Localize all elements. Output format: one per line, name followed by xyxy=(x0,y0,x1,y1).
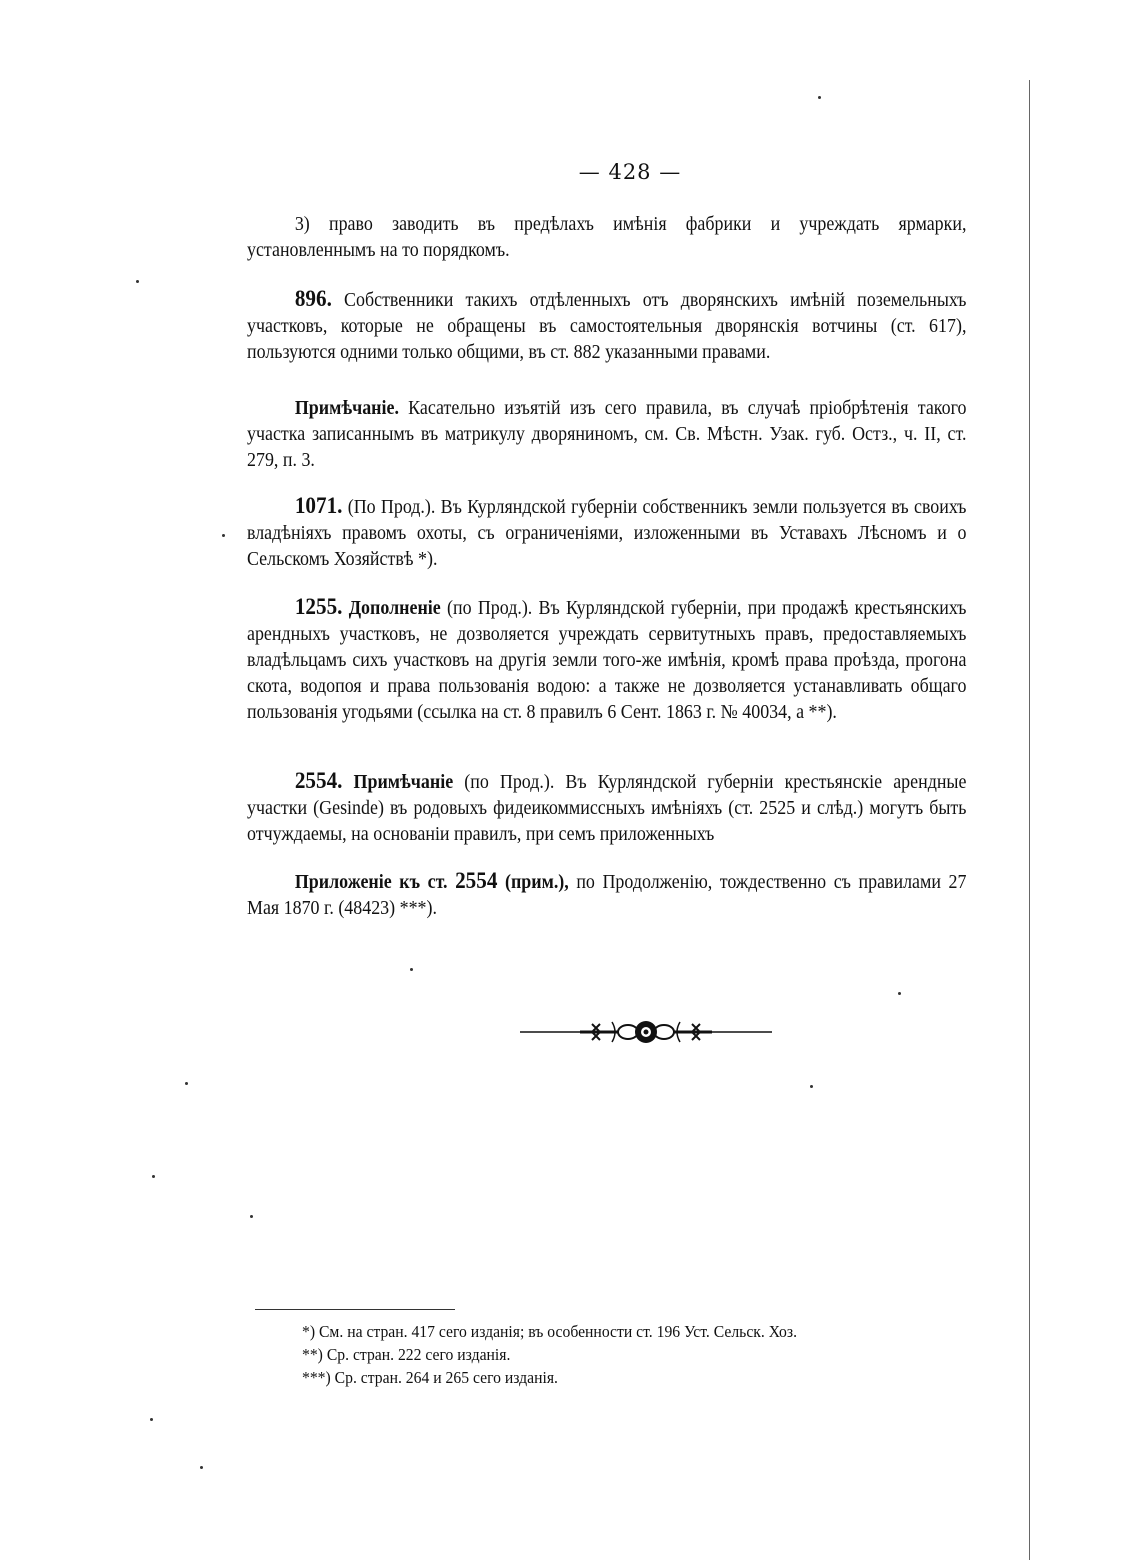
article-number: 1255. xyxy=(294,594,343,619)
footnote-3: ***) Ср. стран. 264 и 265 сего изданія. xyxy=(302,1368,558,1387)
scan-speck xyxy=(250,1215,253,1218)
article-1071 xyxy=(247,493,966,573)
footnote-2: **) Ср. стран. 222 сего изданія. xyxy=(302,1345,511,1364)
page-number: — 428 — xyxy=(578,160,682,184)
article-1255 xyxy=(247,594,966,726)
footnotes xyxy=(302,1320,986,1389)
paragraph-item-3 xyxy=(247,212,966,264)
scan-speck xyxy=(898,992,901,995)
scan-speck xyxy=(150,1418,153,1421)
article-label: Дополненіе xyxy=(348,598,441,619)
article-896 xyxy=(247,286,966,366)
appendix-label: Приложеніе къ ст. xyxy=(294,872,448,893)
scan-speck xyxy=(152,1175,155,1178)
footnote-divider xyxy=(255,1309,455,1310)
scan-speck xyxy=(818,96,821,99)
note-text: Касательно изъятій изъ сего правила, въ случаѣ пріобрѣтенія такого участка записаннымъ въ матрикулу дворяниномъ, см. Св. Мѣстн. Узак. губ. Остз., ч. II, ст. 279, п. 3. xyxy=(247,398,967,471)
article-label: Примѣчаніе xyxy=(353,772,454,793)
appendix-text: по Продолженію, тождественно съ правилами 27 Мая 1870 г. (48423) ***). xyxy=(247,872,967,919)
article-2554 xyxy=(247,768,966,848)
item-3-text: 3) право заводить въ предѣлахъ имѣнія фабрики и учреждать ярмарки, установленнымъ на то порядкомъ. xyxy=(247,214,967,261)
article-text: Собственники такихъ отдѣленныхъ отъ дворянскихъ имѣній поземельныхъ участковъ, которые не обращены въ самостоятельныя дворянскія вотчины (ст. 617), пользуются одними только общими, въ ст. 882 указанными правами. xyxy=(247,290,967,363)
ornament-divider-icon xyxy=(520,1016,772,1048)
article-text: (по Прод.). Въ Курляндской губерніи крестьянскіе арендные участки (Gesinde) въ родовыхъ фидеикоммиссныхъ имѣніяхъ (ст. 2525 и слѣд.) могутъ быть отчуждаемы, на основаніи правилъ, при семъ приложенныхъ xyxy=(247,772,967,845)
appendix-number: 2554 xyxy=(455,868,498,893)
scan-speck xyxy=(200,1466,203,1469)
note-label: Примѣчаніе. xyxy=(294,398,399,419)
appendix-label-2: (прим.), xyxy=(504,872,569,893)
scan-speck xyxy=(410,968,413,971)
scan-speck xyxy=(222,534,225,537)
article-number: 1071. xyxy=(294,493,343,518)
note-896 xyxy=(247,396,966,474)
article-text: (по Прод.). Въ Курляндской губерніи, при продажѣ крестьянскихъ арендныхъ участковъ, не дозволяется учреждать сервитутныхъ правъ, предоставляемыхъ владѣльцамъ сихъ участковъ на другія земли того-же имѣнія, кромѣ права проѣзда, прогона скота, водопоя и права пользованія водою: а также не дозволяется устанавливать общаго пользованія угодьями (ссылка на ст. 8 правилъ 6 Сент. 1863 г. № 40034, а **). xyxy=(247,598,967,723)
article-number: 2554. xyxy=(294,768,343,793)
article-text: (По Прод.). Въ Курляндской губерніи собственникъ земли пользуется въ своихъ владѣніяхъ правомъ охоты, съ ограниченіями, изложенными въ Уставахъ Лѣсномъ и о Сельскомъ Хозяйствѣ *). xyxy=(247,497,967,570)
scan-speck xyxy=(136,280,139,283)
page-edge-line xyxy=(1029,80,1030,1560)
scan-speck xyxy=(185,1082,188,1085)
appendix-paragraph xyxy=(247,868,966,922)
footnote-1: *) См. на стран. 417 сего изданія; въ особенности ст. 196 Уст. Сельск. Хоз. xyxy=(302,1322,798,1341)
scan-speck xyxy=(810,1085,813,1088)
article-number: 896. xyxy=(294,286,332,311)
